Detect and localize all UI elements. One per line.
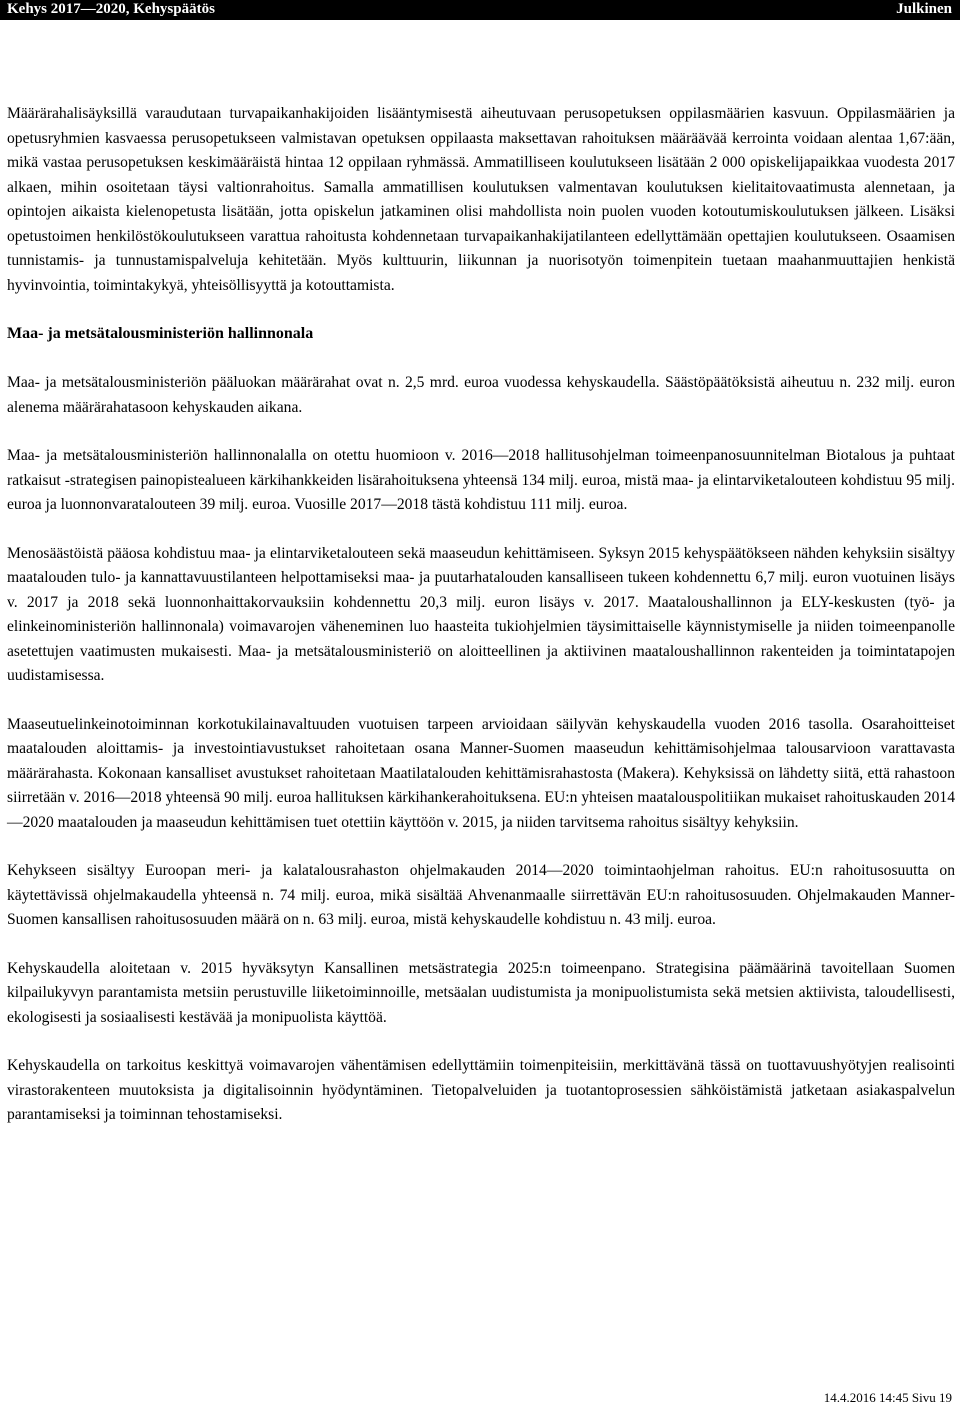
body-paragraph: Maaseutuelinkeinotoiminnan korkotukilainavaltuuden vuotuisen tarpeen arvioidaan säilyvän kehyskaudella vuoden 2016 tasolla. Osarahoitteiset maatalouden aloittamis- ja investointiavustukset rahoitetaan osana Manner-Suomen maaseudun kehittämisohjelmaa talousarvioon varattavasta määrärahasta. Kokonaan kansalliset avustukset rahoitetaan Maatilatalouden kehittämisrahastosta (Makera). Kehyksissä on lähdetty siitä, että rahastoon siirretään v. 2016—2018 yhteensä 90 milj. euroa hallituksen kärkihankerahoituksena. EU:n yhteisen maatalouspolitiikan mukaiset rahoituskauden 2014—2020 maatalouden ja maaseudun kehittämisen tuet otettiin käyttöön v. 2015, ja niiden tarvitsema rahoitus sisältyy kehyksiin. — [7, 715, 955, 831]
body-paragraph: Kehyskaudella aloitetaan v. 2015 hyväksytyn Kansallinen metsästrategia 2025:n toimeenpano. Strategisina päämäärinä tavoitellaan Suomen kilpailukyvyn parantamista metsiin perustuville liiketoiminnoille, metsäalan uudistumista ja monipuolistumista sekä metsien aktiivista, taloudellisesti, ekologisesti ja sosiaalisesti kestävää ja monipuolista käyttöä. — [7, 959, 955, 1026]
section-heading: Maa- ja metsätalousministeriön hallinnonala — [7, 325, 314, 342]
body-paragraph: Määrärahalisäyksillä varaudutaan turvapaikanhakijoiden lisääntymisestä aiheutuvaan perusopetuksen oppilasmäärien kasvuun. Oppilasmäärien ja opetusryhmien kasvaessa perusopetukseen valmistavan opetuksen oppilaasta maksettavan rahoituksen määräävää kerrointa voidaan alentaa 1,67:ään, mikä vastaa perusopetuksen keskimääräistä hintaa 12 oppilaan ryhmässä. Ammatilliseen koulutukseen lisätään 2 000 opiskelijapaikkaa vuodesta 2017 alkaen, mihin osoitetaan täysi valtionrahoitus. Samalla ammatillisen koulutuksen valmentavan koulutuksen kielitaitovaatimusta alennetaan, ja opintojen aikaista kielenopetusta lisätään, jotta opiskelun jatkaminen olisi mahdollista noin puolen vuoden kotoutumiskoulutuksen jälkeen. Lisäksi opetustoimen henkilöstökoulutukseen varattua rahoitusta kohdennetaan turvapaikanhakijatilanteen edellyttämään opettajien koulutukseen. Osaamisen tunnistamis- ja tunnustamispalveluja kehitetään. Myös kulttuurin, liikunnan ja nuorisotyön toimenpitein tuetaan maahanmuuttajien henkistä hyvinvointia, toimintakykyä, yhteisöllisyyttä ja kotouttamista. — [7, 105, 955, 294]
body-paragraph: Maa- ja metsätalousministeriön hallinnonalalla on otettu huomioon v. 2016—2018 hallitusohjelman toimeenpanosuunnitelman Biotalous ja puhtaat ratkaisut -strategisen painopistealueen kärkihankkeiden lisärahoituksena yhteensä 134 milj. euroa, mistä maa- ja elintarviketalouteen kohdistuu 95 milj. euroa ja luonnonvaratalouteen 39 milj. euroa. Vuosille 2017—2018 tästä kohdistuu 111 milj. euroa. — [7, 447, 955, 513]
body-paragraph: Kehyskaudella on tarkoitus keskittyä voimavarojen vähentämisen edellyttämiin toimenpiteisiin, merkittävänä tässä on tuottavuushyötyjen realisointi virastorakenteen muutoksista ja digitalisoinnin hyödyntäminen. Tietopalveluiden ja tuotantoprosessien sähköistämistä jatketaan asiakaspalvelun parantamiseksi ja toiminnan tehostamiseksi. — [7, 1057, 955, 1123]
page-footer: 14.4.2016 14:45 Sivu 19 — [823, 1390, 952, 1405]
document-body — [7, 102, 955, 1152]
body-paragraph: Menosäästöistä pääosa kohdistuu maa- ja elintarviketalouteen sekä maaseudun kehittämiseen. Syksyn 2015 kehyspäätökseen nähden kehyksiin sisältyy maatalouden tulo- ja kannattavuustilanteen helpottamiseksi maa- ja puutarhatalouden kansalliseen tukeen kohdennettu 6,7 milj. euron vuotuinen lisäys v. 2017 ja 2018 sekä luonnonhaittakorvauksiin kohdennettu 20,3 milj. euron lisäys v. 2017. Maataloushallinnon ja ELY-keskusten (työ- ja elinkeinoministeriön hallinnonala) voimavarojen väheneminen luo haasteita tukiohjelmien täysimittaiselle käynnistymiselle ja niiden toimeenpanolle asetettujen vaatimusten mukaisesti. Maa- ja metsätalousministeriö on aloitteellinen ja aktiivinen maataloushallinnon rakenteiden ja toimintatapojen uudistamisessa. — [7, 544, 955, 684]
classification-label: Julkinen — [896, 1, 952, 17]
body-paragraph: Kehykseen sisältyy Euroopan meri- ja kalatalousrahaston ohjelmakauden 2014—2020 toimintaohjelman rahoitus. EU:n rahoitusosuutta on käytettävissä ohjelmakaudella yhteensä n. 74 milj. euroa, mikä sisältää Ahvenanmaalle siirrettävän EU:n rahoitusosuuden. Ohjelmakauden Manner-Suomen kansallisen rahoitusosuuden määrä on n. 63 milj. euroa, mistä kehyskaudelle kohdistuu n. 43 milj. euroa. — [7, 862, 955, 928]
page-header — [0, 0, 960, 20]
body-paragraph: Maa- ja metsätalousministeriön pääluokan määrärahat ovat n. 2,5 mrd. euroa vuodessa kehyskaudella. Säästöpäätöksistä aiheutuu n. 232 milj. euron alenema määrärahatasoon kehyskauden aikana. — [7, 374, 955, 416]
document-title: Kehys 2017—2020, Kehyspäätös — [7, 1, 215, 17]
